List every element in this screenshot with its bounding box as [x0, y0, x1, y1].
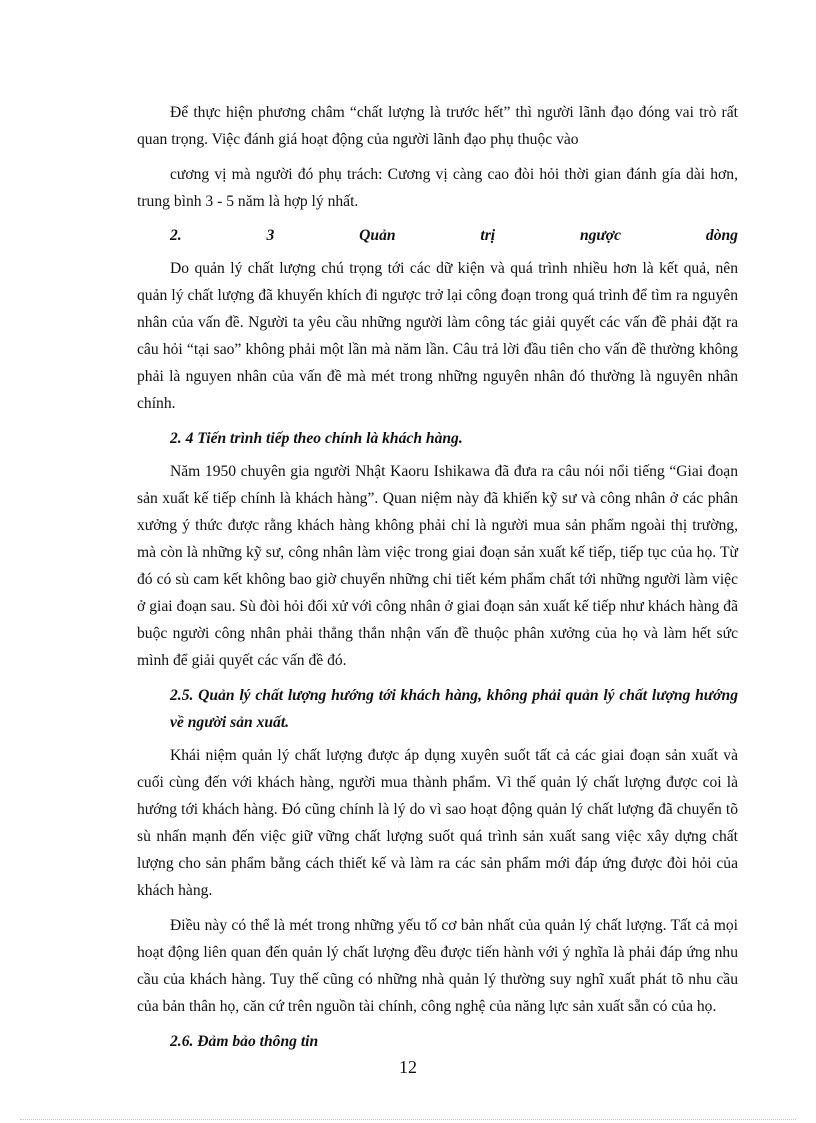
heading-2-3-word: 2.: [170, 227, 182, 244]
heading-2-3-word: ngược: [579, 227, 622, 244]
page-number: 12: [399, 1057, 417, 1077]
paragraph-2-3: Do quản lý chất lượng chú trọng tới các dữ kiện và quá trình nhiều hơn là kết quả, nên quản lý chất lượng đã khuyến khích đi ngược trở lại công đoạn trong quá trình để tìm ra nguyên nhân của vấn đề. Người ta yêu cầu những người làm công tác giải quyết các vấn đề phải đặt ra câu hỏi “tại sao” không phải một lần mà năm lần. Câu trả lời đầu tiên cho vấn đề thường không phải là nguyen nhân của vấn đề mà mét trong những nguyên nhân đó thường là nguyên nhân chính.: [137, 260, 738, 412]
page-bottom-divider: [20, 1119, 796, 1120]
heading-2-6: 2.6. Đảm bảo thông tin: [170, 1033, 319, 1050]
heading-2-3-word: trị: [480, 227, 496, 244]
page-body: [137, 99, 738, 1061]
heading-2-3-word: 3: [266, 227, 275, 244]
paragraph-2-4: Năm 1950 chuyên gia người Nhật Kaoru Ishikawa đã đưa ra câu nói nổi tiếng “Giai đoạn sản xuất kế tiếp chính là khách hàng”. Quan niệm này đã khiến kỹ sư và công nhân ở các phân xưởng ý thức được rằng khách hàng không phải chỉ là người mua sản phẩm ngoài thị trường, mà còn là những kỹ sư, công nhân làm việc trong giai đoạn sản xuất kế tiếp, tiếp tục của họ. Từ đó có sù cam kết không bao giờ chuyển những chi tiết kém phẩm chất tới những người làm việc ở giai đoạn sau. Sù đòi hỏi đối xử với công nhân ở giai đoạn sản xuất kế tiếp như khách hàng đã buộc người công nhân phải thẳng thắn nhận vấn đề thuộc phân xưởng của họ và làm hết sức mình để giải quyết các vấn đề đó.: [137, 463, 738, 669]
paragraph-2-5-b: Điều này có thể là mét trong những yếu tố cơ bản nhất của quản lý chất lượng. Tất cả mọi hoạt động liên quan đến quản lý chất lượng đều được tiến hành với ý nghĩa là phải đáp ứng nhu cầu của khách hàng. Tuy thế cũng có những nhà quản lý thường suy nghĩ xuất phát tõ nhu cầu của bản thân họ, căn cứ trên nguồn tài chính, công nghệ của năng lực sản xuất sẵn có của họ.: [137, 917, 738, 1015]
heading-2-3-word: dòng: [705, 227, 738, 244]
heading-2-5: 2.5. Quản lý chất lượng hướng tới khách hàng, không phải quản lý chất lượng hướng về người sản xuất.: [170, 687, 738, 731]
paragraph-2-5-a: Khái niệm quản lý chất lượng được áp dụng xuyên suốt tất cả các giai đoạn sản xuất và cuối cùng đến với khách hàng, người mua thành phẩm. Vì thế quản lý chất lượng được coi là hướng tới khách hàng. Đó cũng chính là lý do vì sao hoạt động quản lý chất lượng đã chuyển tõ sù nhấn mạnh đến việc giữ vững chất lượng suốt quá trình sản xuất sang việc xây dựng chất lượng cho sản phẩm bằng cách thiết kế và làm ra các sản phẩm mới đáp ứng được đòi hỏi của khách hàng.: [137, 747, 738, 899]
heading-2-4: 2. 4 Tiến trình tiếp theo chính là khách hàng.: [170, 430, 463, 447]
paragraph-leadership-continued: cương vị mà người đó phụ trách: Cương vị càng cao đòi hỏi thời gian đánh gía dài hơn, trung bình 3 - 5 năm là hợp lý nhất.: [137, 166, 738, 210]
heading-2-3: [137, 222, 738, 249]
heading-2-3-word: Quản: [359, 227, 396, 244]
paragraph-leadership: Để thực hiện phương châm “chất lượng là trước hết” thì người lãnh đạo đóng vai trò rất quan trọng. Việc đánh giá hoạt động của người lãnh đạo phụ thuộc vào: [137, 104, 738, 148]
